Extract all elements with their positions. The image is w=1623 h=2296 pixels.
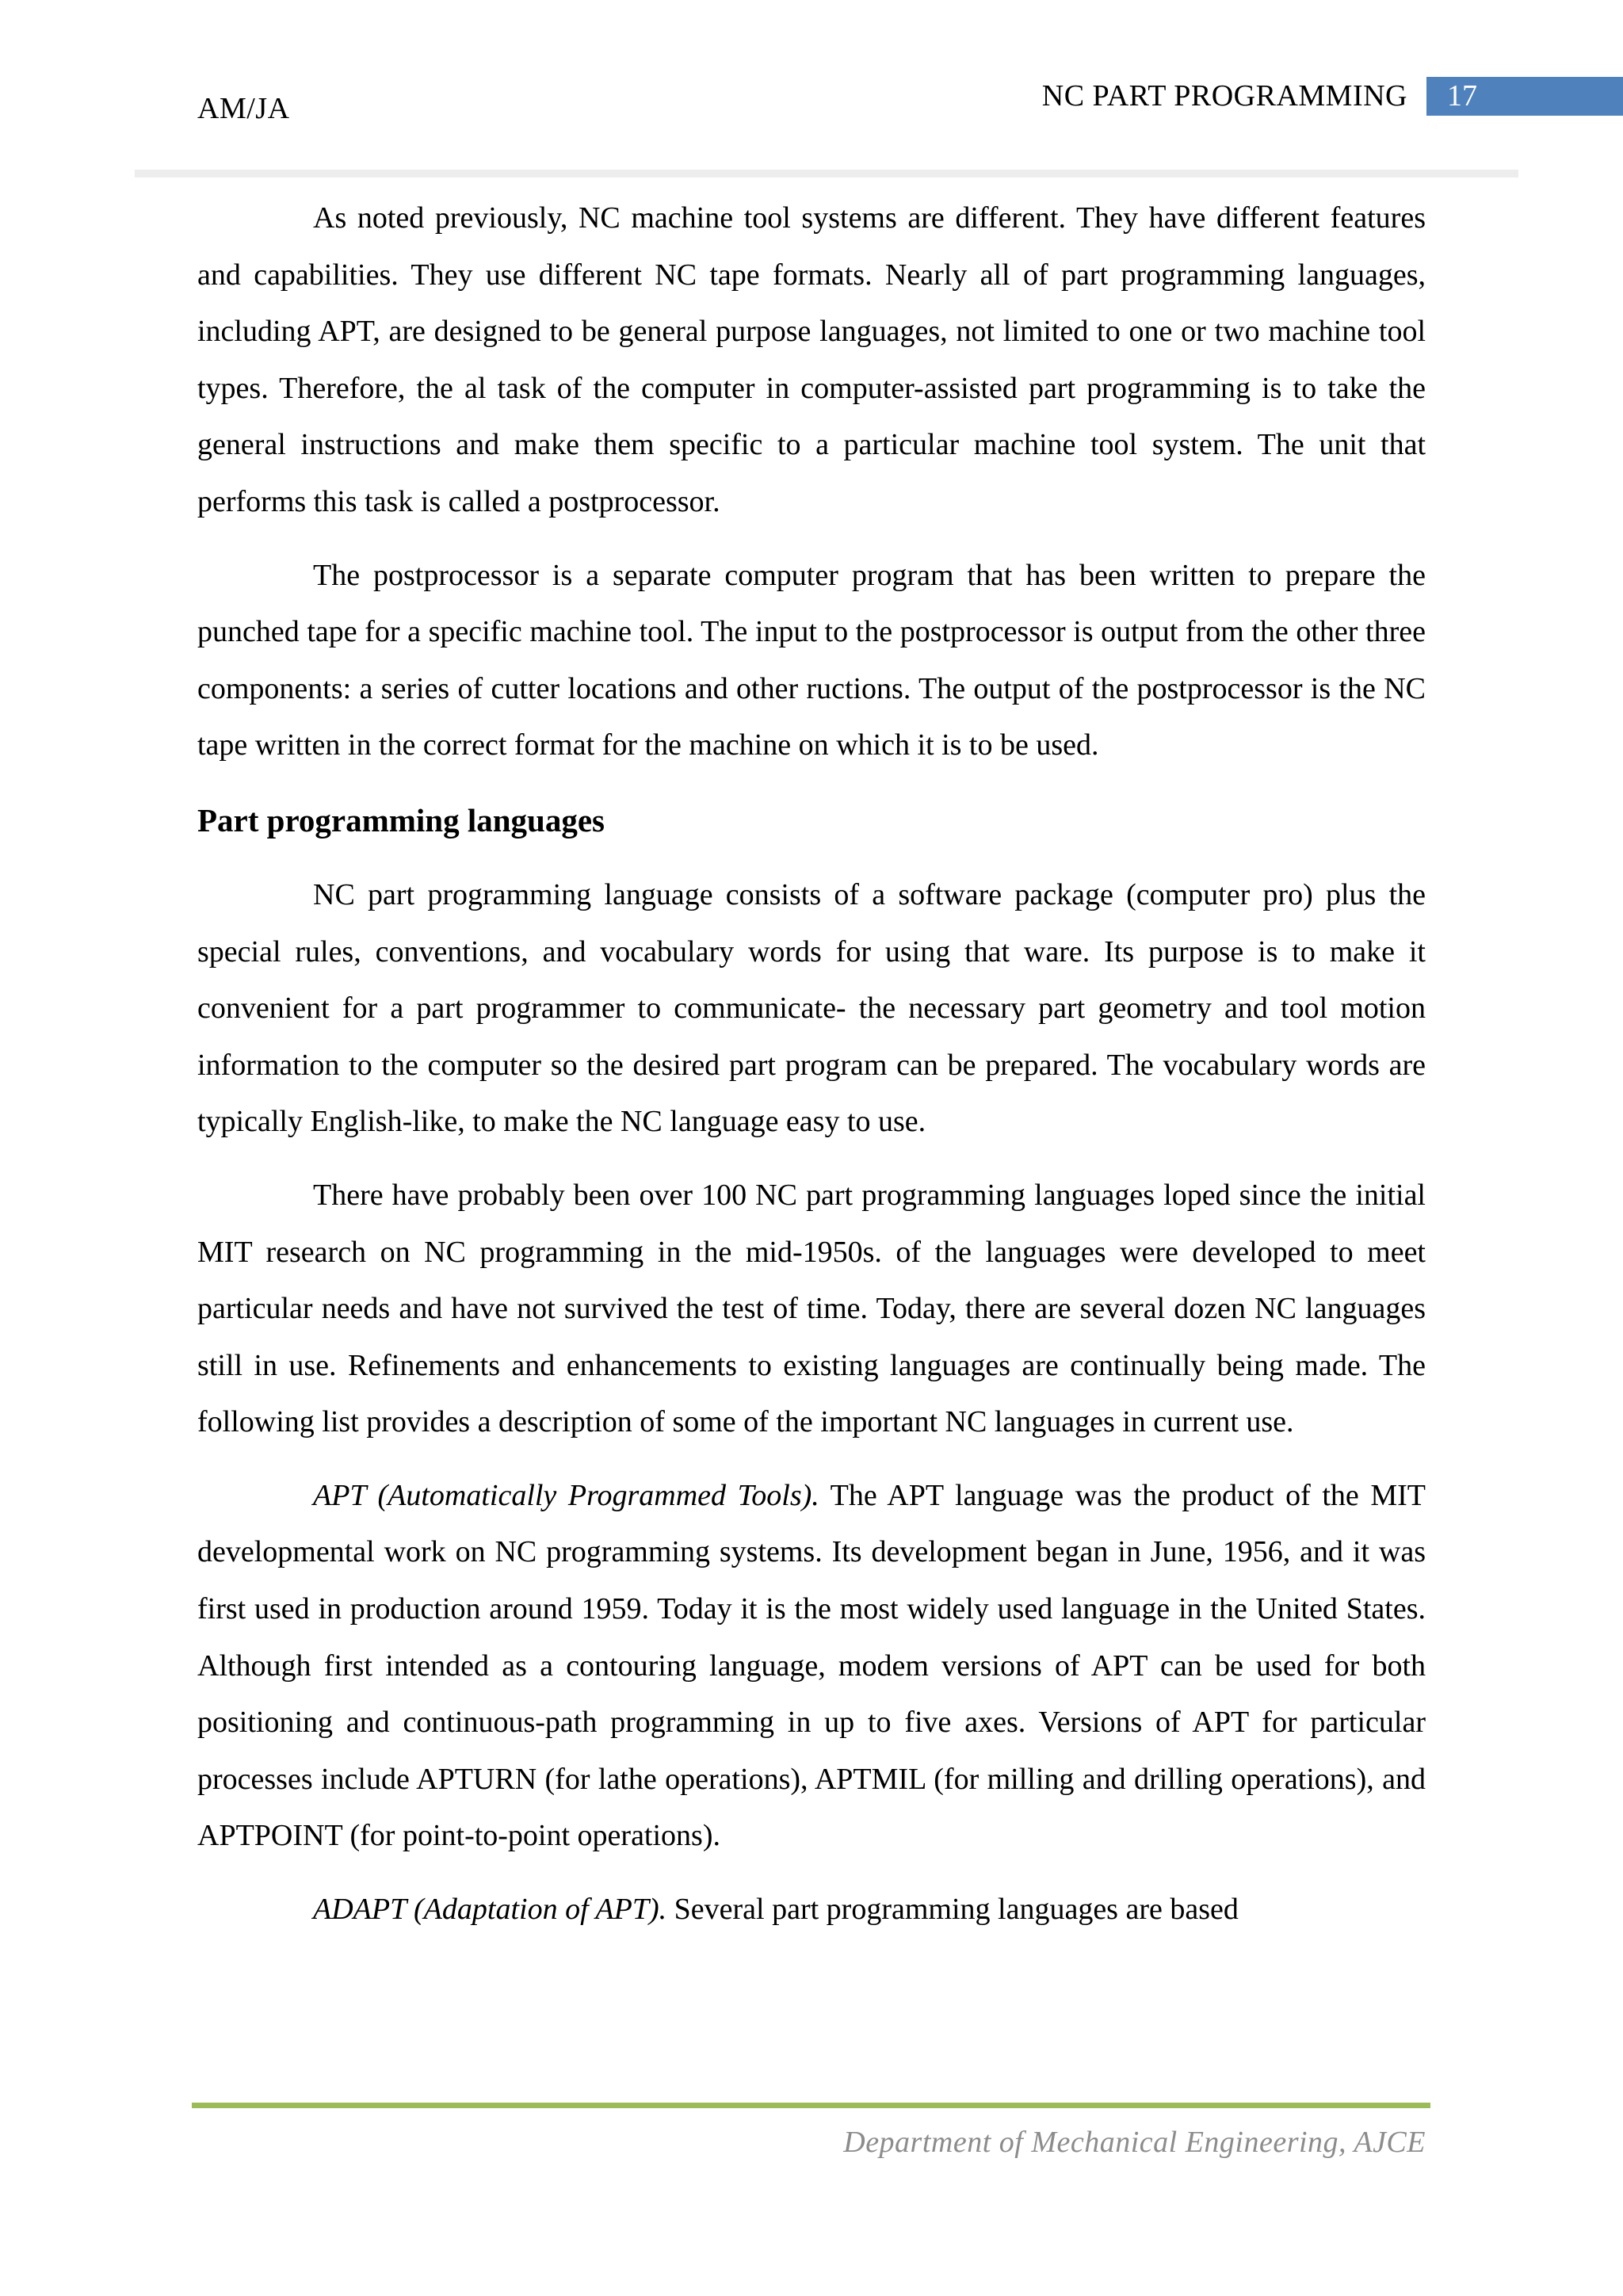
header-title: NC PART PROGRAMMING bbox=[1041, 79, 1407, 113]
footer-department: Department of Mechanical Engineering, AJCE bbox=[843, 2126, 1426, 2159]
page-number-badge: 17 bbox=[1426, 77, 1623, 116]
apt-description: The APT language was the product of the MIT developmental work on NC programming systems. Its development began in June, 1956, and it was first used in production around 1959. Today it is the most widely used language in the United States. Although first intended as a contouring language, modem versions of APT can be used for both positioning and continuous-path programming in up to five axes. Versions of APT for particular processes include APTURN (for lathe operations), APTMIL (for milling and drilling operations), and APTPOINT (for point-to-point operations). bbox=[197, 1478, 1426, 1853]
header-divider bbox=[135, 170, 1518, 178]
page-body bbox=[197, 190, 1426, 1955]
paragraph-adapt bbox=[197, 1881, 1426, 1939]
section-heading: Part programming languages bbox=[197, 801, 605, 839]
paragraph-postprocessor-definition: The postprocessor is a separate computer program that has been written to prepare the punched tape for a specific machine tool. The input to the postprocessor is output from the other three components: a series of cutter locations and other ructions. The output of the postprocessor is the NC tape written in the correct format for the machine on which it is to be used. bbox=[197, 558, 1426, 762]
adapt-term: ADAPT (Adaptation of APT). bbox=[313, 1893, 667, 1927]
header-author: AM/JA bbox=[197, 92, 290, 125]
paragraph-postprocessor-intro: As noted previously, NC machine tool systems are different. They have different features and capabilities. They use different NC tape formats. Nearly all of part programming languages, including APT, are designed to be general purpose languages, not limited to one or two machine tool types. Therefore, the al task of the computer in computer-assisted part programming is to take the general instructions and make them specific to a particular machine tool system. The unit that performs this task is called a postprocessor. bbox=[197, 201, 1426, 518]
apt-term: APT (Automatically Programmed Tools). bbox=[313, 1478, 819, 1512]
paragraph-language-history: There have probably been over 100 NC part programming languages loped since the initial MIT research on NC programming in the mid-1950s. of the languages were developed to meet particular needs and have not survived the test of time. Today, there are several dozen NC languages still in use. Refinements and enhancements to existing languages are continually being made. The following list provides a description of some of the important NC languages in current use. bbox=[197, 1178, 1426, 1439]
adapt-description: Several part programming languages are based bbox=[666, 1893, 1239, 1927]
footer-divider bbox=[192, 2103, 1430, 2108]
paragraph-language-definition: NC part programming language consists of a software package (computer pro) plus the special rules, conventions, and vocabulary words for using that ware. Its purpose is to make it convenient for a part programmer to communicate- the necessary part geometry and tool motion information to the computer so the desired part program can be prepared. The vocabulary words are typically English-like, to make the NC language easy to use. bbox=[197, 877, 1426, 1139]
paragraph-apt bbox=[197, 1468, 1426, 1865]
